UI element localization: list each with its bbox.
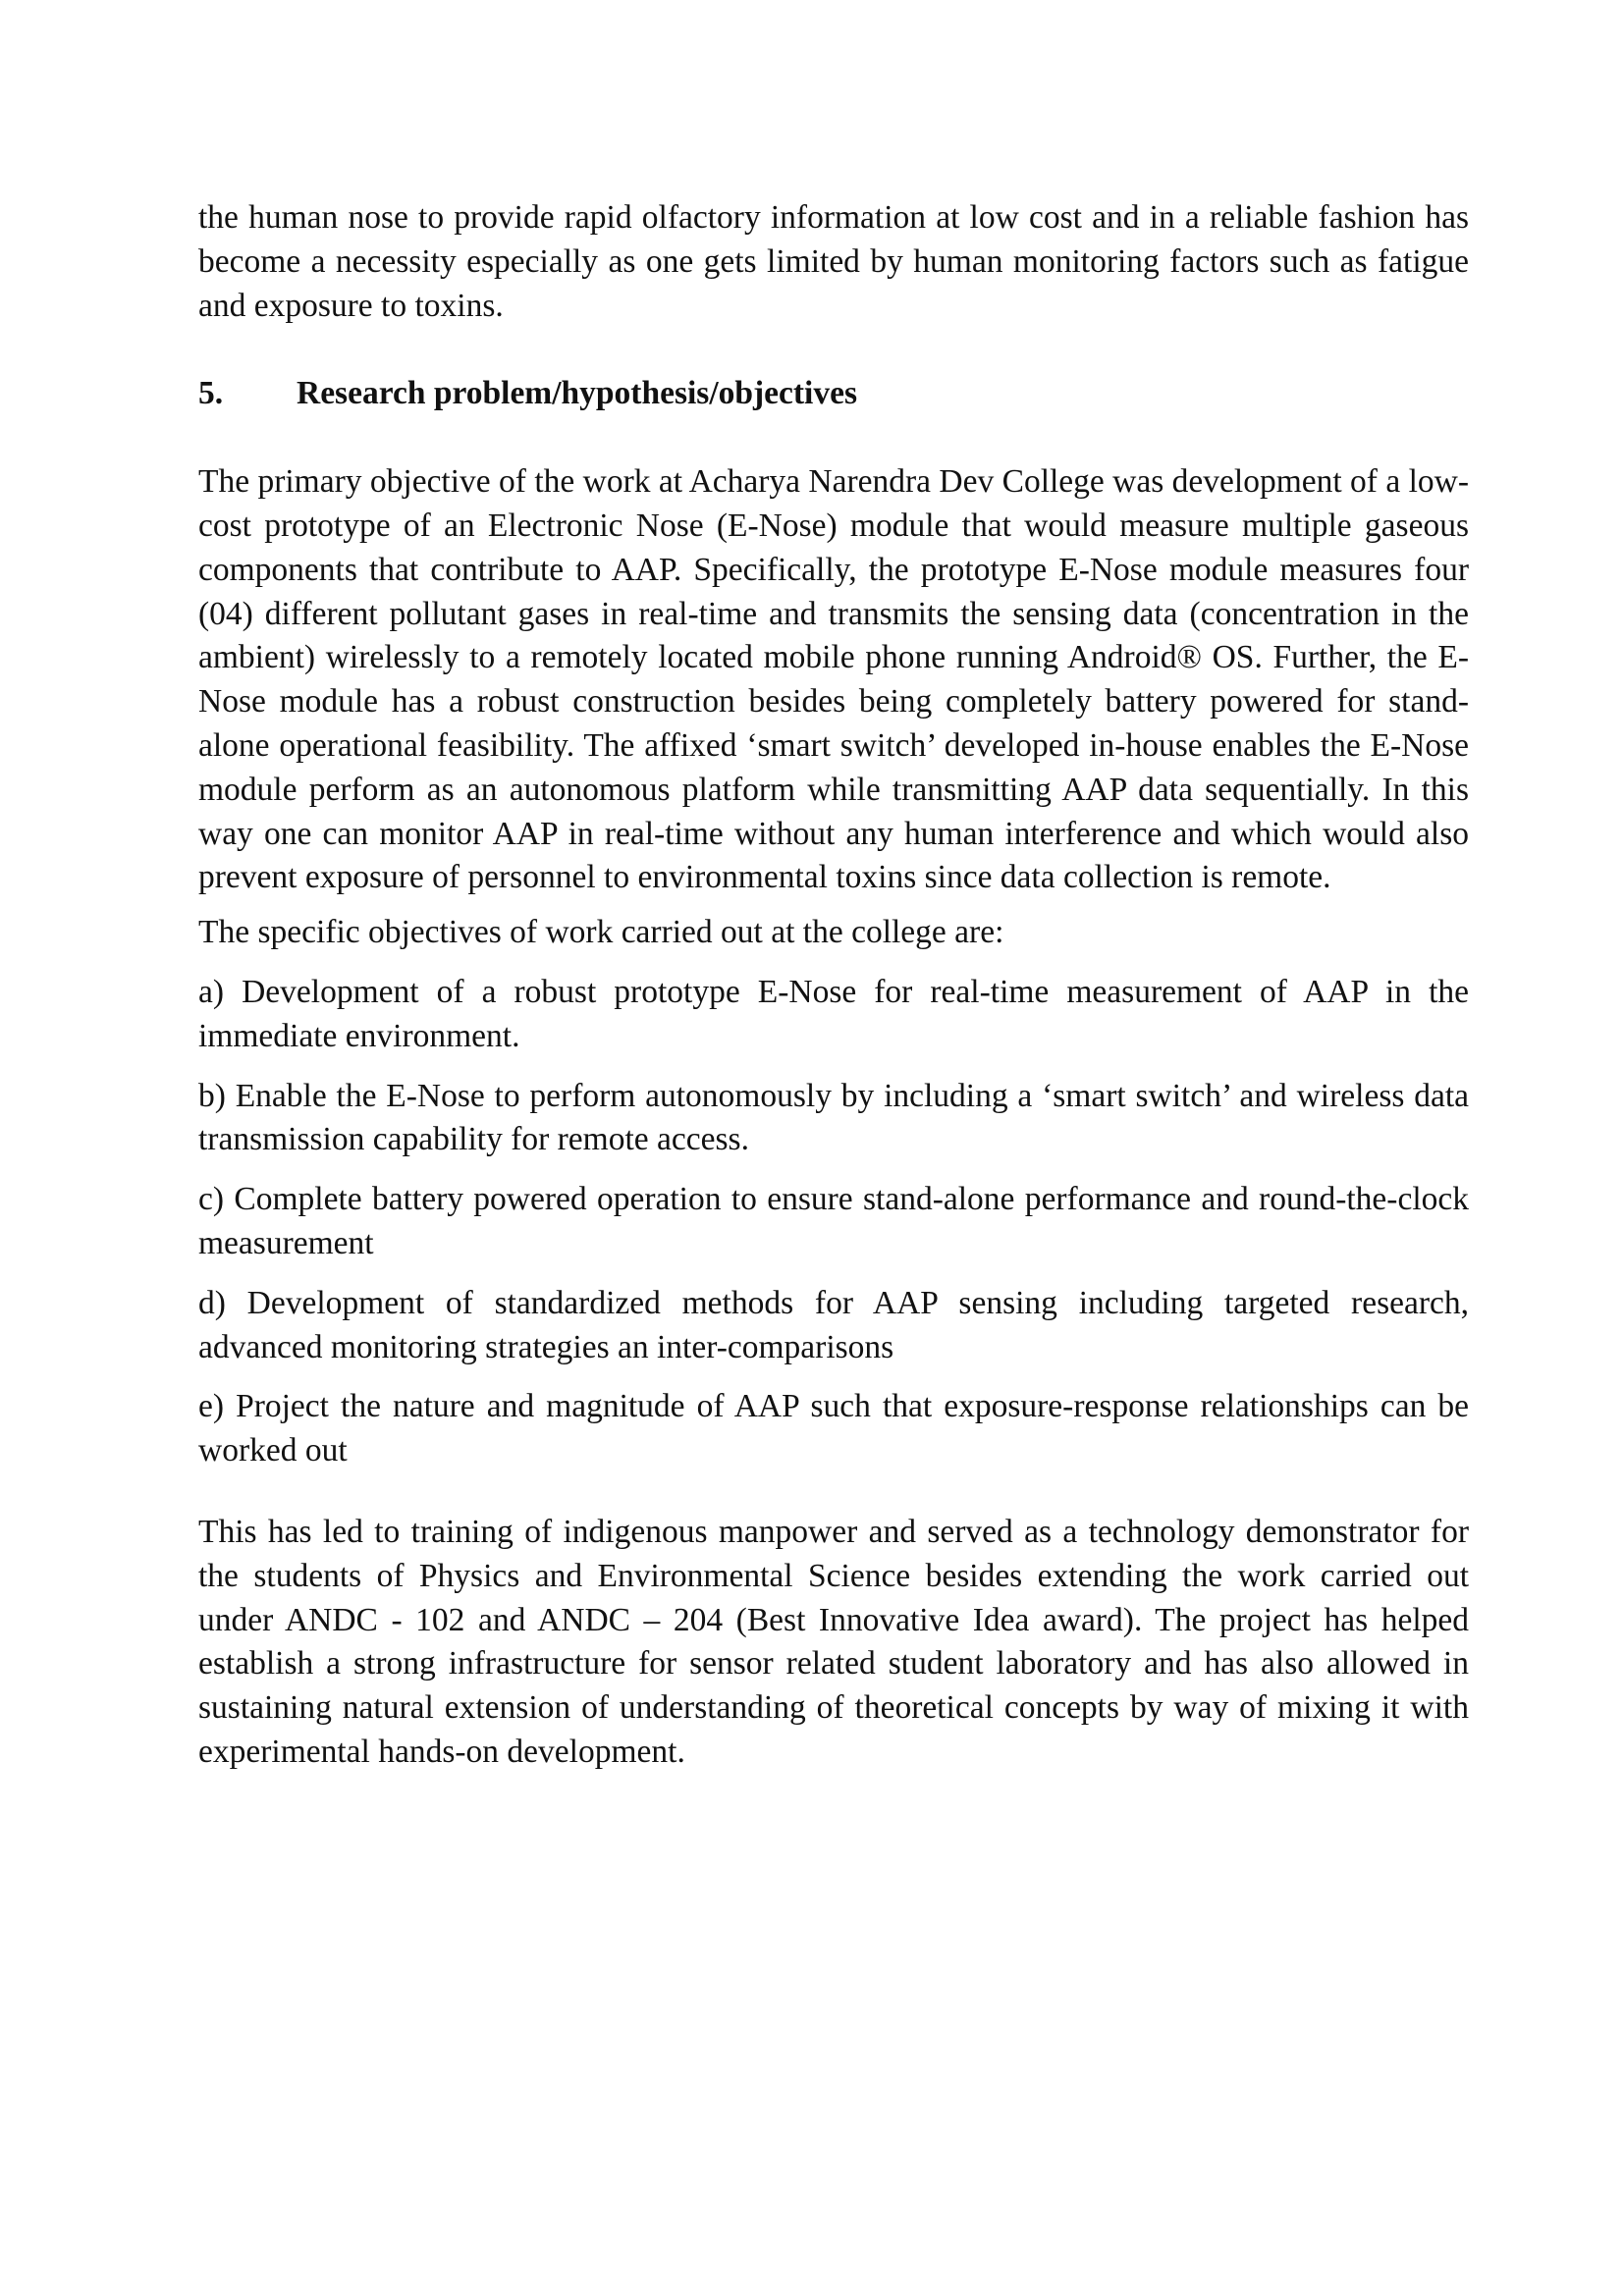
primary-objective-paragraph: The primary objective of the work at Acharya Narendra Dev College was development of a low-cost prototype of an Electronic Nose (E-Nose) module that would measure multiple gaseous components that contribute to AAP. Specifically, the prototype E-Nose module measures four (04) different pollutant gases in real-time and transmits the sensing data (concentration in the ambient) wirelessly to a remotely located mobile phone running Android® OS. Further, the E-Nose module has a robust construction besides being completely battery powered for stand-alone operational feasibility. The affixed ‘smart switch’ developed in-house enables the E-Nose module perform as an autonomous platform while transmitting AAP data sequentially. In this way one can monitor AAP in real-time without any human interference and which would also prevent exposure of personnel to environmental toxins since data collection is remote. (198, 463, 1469, 896)
objective-item: c) Complete battery powered operation to ensure stand-alone performance and round-the-clock measurement (198, 1181, 1469, 1261)
objective-item: e) Project the nature and magnitude of AAP such that exposure-response relationships can be worked out (198, 1388, 1469, 1469)
objective-item: d) Development of standardized methods for AAP sensing including targeted research, advanced monitoring strategies an inter-comparisons (198, 1284, 1469, 1365)
section-title: Research problem/hypothesis/objectives (297, 375, 858, 412)
document-page (198, 196, 1469, 1775)
section-number: 5. (198, 375, 224, 412)
objective-item: b) Enable the E-Nose to perform autonomously by including a ‘smart switch’ and wireless data transmission capability for remote access. (198, 1077, 1469, 1158)
intro-continuation-paragraph: the human nose to provide rapid olfactory information at low cost and in a reliable fashion has become a necessity especially as one gets limited by human monitoring factors such as fatigue and exposure to toxins. (198, 199, 1469, 324)
training-paragraph: This has led to training of indigenous manpower and served as a technology demonstrator for the students of Physics and Environmental Science besides extending the work carried out under ANDC - 102 and ANDC – 204 (Best Innovative Idea award). The project has helped establish a strong infrastructure for sensor related student laboratory and has also allowed in sustaining natural extension of understanding of theoretical concepts by way of mixing it with experimental hands-on development. (198, 1513, 1469, 1770)
section-heading (198, 372, 1469, 416)
objectives-list (198, 971, 1469, 1473)
objective-item: a) Development of a robust prototype E-Nose for real-time measurement of AAP in the immediate environment. (198, 973, 1469, 1054)
specific-objectives-intro: The specific objectives of work carried out at the college are: (198, 914, 1004, 951)
